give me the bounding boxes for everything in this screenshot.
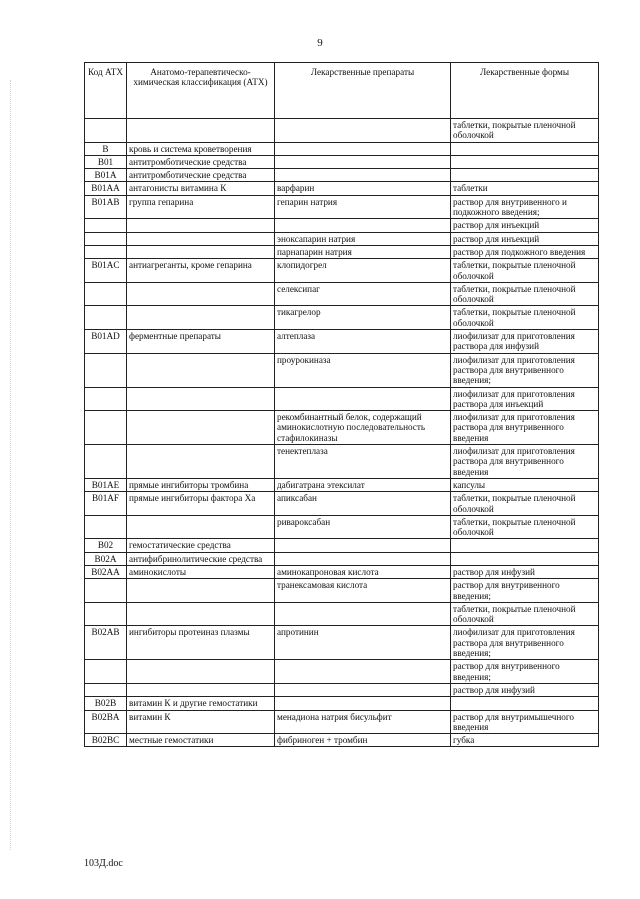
header-forms: Лекарственные формы (451, 63, 599, 119)
cell-drug (275, 387, 451, 411)
cell-drug (275, 602, 451, 626)
cell-form: лиофилизат для приготовления раствора для инфузий (451, 330, 599, 354)
cell-code: B02BC (85, 734, 127, 747)
scan-edge-marks (10, 80, 12, 850)
cell-form: лиофилизат для приготовления раствора для внутривенного введения (451, 411, 599, 445)
table-row (85, 282, 599, 306)
table-row (85, 387, 599, 411)
cell-classification (127, 579, 275, 603)
cell-code (85, 579, 127, 603)
cell-code (85, 411, 127, 445)
cell-classification: аминокислоты (127, 565, 275, 578)
cell-classification (127, 387, 275, 411)
table-row (85, 119, 599, 143)
cell-drug: парнапарин натрия (275, 245, 451, 258)
table-row (85, 155, 599, 168)
table-row (85, 306, 599, 330)
cell-drug: тикагрелор (275, 306, 451, 330)
cell-code: B (85, 142, 127, 155)
cell-code (85, 353, 127, 387)
cell-form: лиофилизат для приготовления раствора для инъекций (451, 387, 599, 411)
cell-code (85, 660, 127, 684)
table-row (85, 660, 599, 684)
table-row (85, 565, 599, 578)
cell-code: B01 (85, 155, 127, 168)
header-classification: Анатомо-терапевтическо-химическая классификация (АТХ) (127, 63, 275, 119)
cell-code: B02B (85, 697, 127, 710)
cell-drug (275, 142, 451, 155)
cell-form: раствор для инфузий (451, 565, 599, 578)
cell-code (85, 515, 127, 539)
cell-form: таблетки, покрытые пленочной оболочкой (451, 492, 599, 516)
cell-drug (275, 683, 451, 696)
cell-drug (275, 660, 451, 684)
table-row (85, 142, 599, 155)
cell-code (85, 387, 127, 411)
cell-drug: менадиона натрия бисульфит (275, 710, 451, 734)
cell-code (85, 683, 127, 696)
cell-classification: прямые ингибиторы фактора Xa (127, 492, 275, 516)
cell-classification (127, 232, 275, 245)
cell-drug (275, 697, 451, 710)
cell-classification: ферментные препараты (127, 330, 275, 354)
cell-drug: аминокапроновая кислота (275, 565, 451, 578)
cell-code: B01AE (85, 478, 127, 491)
cell-drug: транексамовая кислота (275, 579, 451, 603)
footer-filename: 103Д.doc (84, 858, 123, 869)
cell-drug: ривароксабан (275, 515, 451, 539)
cell-code: B01AB (85, 195, 127, 219)
cell-classification: местные гемостатики (127, 734, 275, 747)
cell-drug: апротинин (275, 626, 451, 660)
cell-classification: прямые ингибиторы тромбина (127, 478, 275, 491)
cell-drug (275, 539, 451, 552)
cell-code (85, 282, 127, 306)
cell-classification (127, 660, 275, 684)
table-row (85, 539, 599, 552)
cell-code (85, 306, 127, 330)
cell-classification (127, 245, 275, 258)
cell-classification (127, 306, 275, 330)
table-row (85, 697, 599, 710)
cell-drug (275, 119, 451, 143)
cell-form (451, 697, 599, 710)
table-row (85, 411, 599, 445)
cell-classification: витамин К и другие гемостатики (127, 697, 275, 710)
cell-form: таблетки, покрытые пленочной оболочкой (451, 282, 599, 306)
cell-form (451, 552, 599, 565)
cell-code (85, 445, 127, 479)
cell-code (85, 219, 127, 232)
cell-drug: варфарин (275, 182, 451, 195)
cell-drug: тенектеплаза (275, 445, 451, 479)
cell-code: B01AD (85, 330, 127, 354)
cell-form: таблетки, покрытые пленочной оболочкой (451, 306, 599, 330)
drug-classification-table (84, 62, 599, 747)
cell-classification (127, 282, 275, 306)
table-row (85, 353, 599, 387)
cell-form: раствор для внутримышечного введения (451, 710, 599, 734)
cell-form: раствор для инфузий (451, 683, 599, 696)
table-row (85, 445, 599, 479)
cell-form: раствор для инъекций (451, 219, 599, 232)
cell-drug: клопидогрел (275, 259, 451, 283)
cell-code: B01AA (85, 182, 127, 195)
table-row (85, 259, 599, 283)
table-row (85, 478, 599, 491)
table-row (85, 626, 599, 660)
cell-form (451, 142, 599, 155)
cell-classification: гемостатические средства (127, 539, 275, 552)
cell-classification (127, 219, 275, 232)
cell-classification: антиагреганты, кроме гепарина (127, 259, 275, 283)
cell-code: B02BA (85, 710, 127, 734)
header-code: Код АТХ (85, 63, 127, 119)
cell-form (451, 169, 599, 182)
table-row (85, 245, 599, 258)
cell-code (85, 119, 127, 143)
table-row (85, 232, 599, 245)
cell-form (451, 539, 599, 552)
cell-classification: ингибиторы протеиназ плазмы (127, 626, 275, 660)
cell-drug: селексипаг (275, 282, 451, 306)
cell-code: B02AB (85, 626, 127, 660)
cell-form: таблетки, покрытые пленочной оболочкой (451, 259, 599, 283)
cell-form: раствор для инъекций (451, 232, 599, 245)
cell-classification: кровь и система кроветворения (127, 142, 275, 155)
cell-drug: апиксабан (275, 492, 451, 516)
cell-code: B01A (85, 169, 127, 182)
table-row (85, 515, 599, 539)
table-header-row (85, 63, 599, 119)
cell-form: таблетки (451, 182, 599, 195)
cell-drug: эноксапарин натрия (275, 232, 451, 245)
cell-code: B02A (85, 552, 127, 565)
cell-drug: гепарин натрия (275, 195, 451, 219)
cell-classification (127, 515, 275, 539)
header-drugs: Лекарственные препараты (275, 63, 451, 119)
cell-drug: рекомбинантный белок, содержащий аминокислотную последовательность стафилокиназы (275, 411, 451, 445)
table-body (85, 119, 599, 747)
cell-classification: витамин К (127, 710, 275, 734)
cell-form: лиофилизат для приготовления раствора для внутривенного введения (451, 445, 599, 479)
cell-drug (275, 552, 451, 565)
cell-drug (275, 169, 451, 182)
cell-form: лиофилизат для приготовления раствора для внутривенного введения; (451, 353, 599, 387)
cell-form: раствор для внутривенного и подкожного введения; (451, 195, 599, 219)
cell-code: B01AF (85, 492, 127, 516)
cell-form: таблетки, покрытые пленочной оболочкой (451, 119, 599, 143)
cell-code (85, 245, 127, 258)
cell-form: губка (451, 734, 599, 747)
table-row (85, 195, 599, 219)
table-row (85, 552, 599, 565)
cell-drug: фибриноген + тромбин (275, 734, 451, 747)
cell-drug (275, 155, 451, 168)
table-row (85, 182, 599, 195)
cell-form: капсулы (451, 478, 599, 491)
cell-code: B01AC (85, 259, 127, 283)
cell-classification (127, 602, 275, 626)
cell-classification: антифибринолитические средства (127, 552, 275, 565)
table-row (85, 734, 599, 747)
cell-drug: проурокиназа (275, 353, 451, 387)
cell-form: лиофилизат для приготовления раствора для внутривенного введения; (451, 626, 599, 660)
table-row (85, 602, 599, 626)
cell-drug: алтеплаза (275, 330, 451, 354)
cell-form: раствор для внутривенного введения; (451, 660, 599, 684)
table-row (85, 330, 599, 354)
cell-classification: антагонисты витамина К (127, 182, 275, 195)
cell-classification: группа гепарина (127, 195, 275, 219)
cell-drug (275, 219, 451, 232)
cell-code (85, 602, 127, 626)
cell-classification (127, 119, 275, 143)
table-row (85, 219, 599, 232)
page-number: 9 (317, 37, 323, 49)
cell-code: B02 (85, 539, 127, 552)
cell-form: таблетки, покрытые пленочной оболочкой (451, 515, 599, 539)
cell-form: раствор для подкожного введения (451, 245, 599, 258)
table-row (85, 169, 599, 182)
table-row (85, 579, 599, 603)
cell-form: раствор для внутривенного введения; (451, 579, 599, 603)
cell-code: B02AA (85, 565, 127, 578)
cell-drug: дабигатрана этексилат (275, 478, 451, 491)
cell-form: таблетки, покрытые пленочной оболочкой (451, 602, 599, 626)
cell-classification (127, 411, 275, 445)
cell-classification: антитромботические средства (127, 169, 275, 182)
table-row (85, 710, 599, 734)
cell-code (85, 232, 127, 245)
cell-classification: антитромботические средства (127, 155, 275, 168)
cell-classification (127, 445, 275, 479)
cell-classification (127, 353, 275, 387)
cell-form (451, 155, 599, 168)
table-row (85, 492, 599, 516)
cell-classification (127, 683, 275, 696)
table-row (85, 683, 599, 696)
